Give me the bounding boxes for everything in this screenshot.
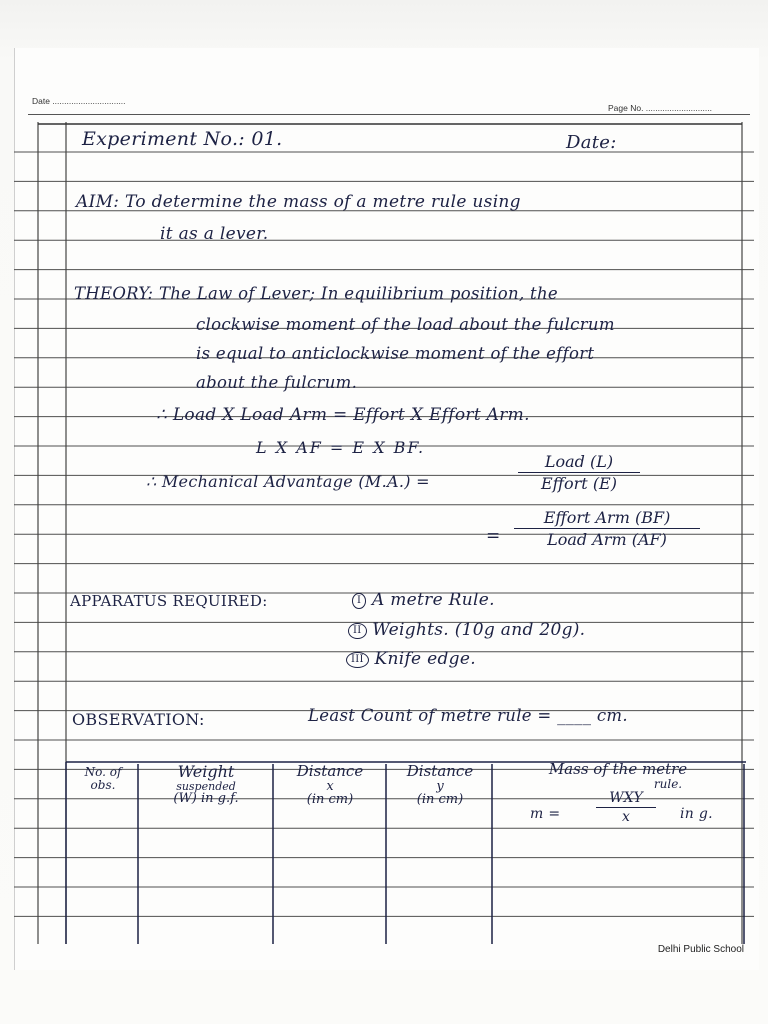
experiment-title: Experiment No.: 01. bbox=[82, 128, 283, 150]
mass-formula-denominator: x bbox=[622, 809, 630, 825]
theory-line-2: clockwise moment of the load about the fulcrum bbox=[196, 315, 615, 334]
apparatus-item-text: Knife edge. bbox=[374, 649, 476, 669]
apparatus-item-2 bbox=[348, 620, 585, 640]
theory-line-1: THEORY: The Law of Lever; In equilibrium position, the bbox=[74, 284, 558, 303]
item-number-badge: II bbox=[348, 623, 367, 639]
mechanical-advantage-label: ∴ Mechanical Advantage (M.A.) = bbox=[146, 472, 430, 491]
equation-moments: ∴ Load X Load Arm = Effort X Effort Arm. bbox=[156, 405, 530, 425]
header-line-2: suspended bbox=[176, 779, 236, 793]
aim-line-1: AIM: To determine the mass of a metre rule using bbox=[76, 192, 521, 212]
header-line-3: (in cm) bbox=[306, 792, 354, 808]
apparatus-heading: APPARATUS REQUIRED: bbox=[70, 592, 268, 610]
ma-numerator: Load (L) bbox=[544, 452, 614, 471]
header-line-3: (in cm) bbox=[416, 792, 464, 808]
mass-formula-fraction bbox=[596, 790, 656, 825]
header-line-2: y bbox=[436, 778, 444, 794]
apparatus-item-text: A metre Rule. bbox=[371, 590, 495, 610]
header-line-1: No. of bbox=[84, 765, 122, 779]
item-number-badge: I bbox=[352, 593, 366, 609]
header-line-1: Distance bbox=[406, 762, 474, 780]
least-count-text: Least Count of metre rule = ____ cm. bbox=[308, 706, 628, 725]
item-number-badge: III bbox=[346, 652, 369, 668]
header-line-2: rule. bbox=[653, 776, 683, 791]
table-header-distance-x bbox=[275, 764, 385, 807]
mass-formula-suffix: in g. bbox=[680, 806, 713, 822]
school-footer: Delhi Public School bbox=[657, 944, 744, 955]
experiment-date-label: Date: bbox=[566, 132, 617, 153]
header-line-1: Weight bbox=[177, 762, 235, 781]
table-header-distance-y bbox=[388, 764, 492, 807]
mass-formula-prefix: m = bbox=[530, 806, 561, 822]
ma-arm-denominator: Load Arm (AF) bbox=[547, 530, 667, 549]
equation-lever: L X AF = E X BF. bbox=[256, 438, 426, 457]
header-line-1: Distance bbox=[296, 762, 364, 780]
header-line-2: x bbox=[326, 778, 334, 794]
ma-arm-fraction bbox=[514, 508, 700, 549]
apparatus-item-text: Weights. (10g and 20g). bbox=[372, 620, 586, 640]
apparatus-item-1 bbox=[352, 590, 495, 610]
page-number-label: Page No. ............................ bbox=[608, 103, 712, 113]
header-line-2: obs. bbox=[90, 777, 116, 792]
header-line-3: (W) in g.f. bbox=[173, 791, 239, 807]
aim-line-2: it as a lever. bbox=[160, 224, 269, 244]
header-line-1: Mass of the metre bbox=[548, 760, 688, 778]
apparatus-item-3 bbox=[346, 649, 476, 669]
theory-line-4: about the fulcrum. bbox=[196, 373, 358, 392]
theory-line-3: is equal to anticlockwise moment of the effort bbox=[196, 344, 595, 363]
mass-formula-numerator: WXY bbox=[609, 790, 643, 806]
observation-heading: OBSERVATION: bbox=[72, 710, 205, 729]
table-header-weight bbox=[140, 764, 272, 806]
table-header-mass bbox=[494, 762, 742, 790]
ma-fraction bbox=[518, 452, 640, 493]
date-field-label: Date ............................... bbox=[32, 96, 126, 106]
ma-arm-numerator: Effort Arm (BF) bbox=[543, 508, 671, 527]
ma-denominator: Effort (E) bbox=[541, 474, 617, 493]
ma-equals-sign: = bbox=[486, 526, 501, 546]
table-header-obs-number bbox=[68, 766, 138, 791]
